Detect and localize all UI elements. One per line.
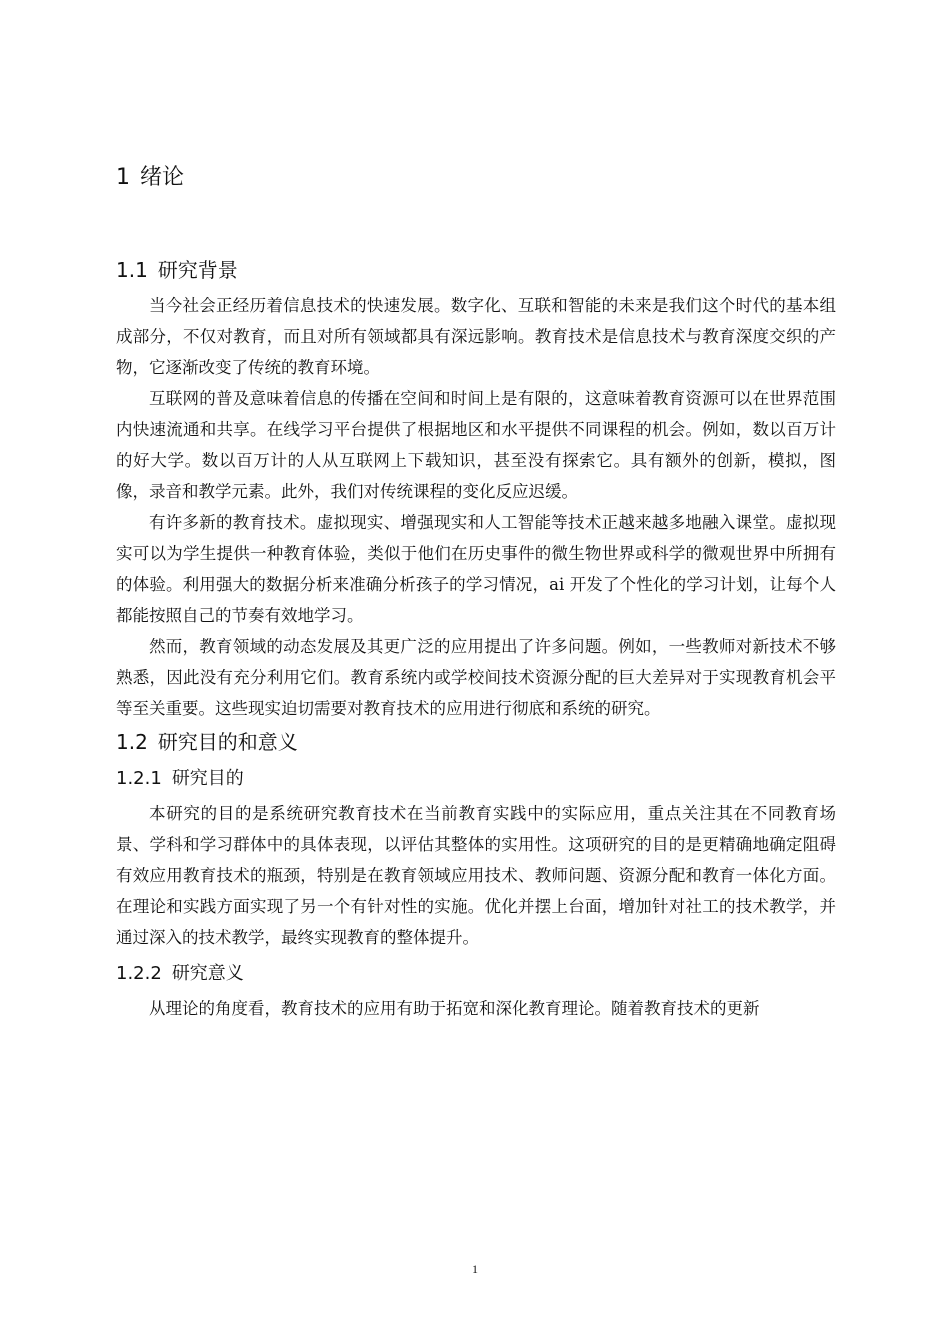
- subsection-heading-1-2-2: [116, 959, 836, 989]
- section-number: 1.2: [116, 730, 148, 754]
- paragraph: 本研究的目的是系统研究教育技术在当前教育实践中的实际应用，重点关注其在不同教育场景、学科和学习群体中的具体表现，以评估其整体的实用性。这项研究的目的是更精确地确定阻碍有效应用教育技术的瓶颈，特别是在教育领域应用技术、教师问题、资源分配和教育一体化方面。在理论和实践方面实现了另一个有针对性的实施。优化并摆上台面，增加针对社工的技术教学，并通过深入的技术教学，最终实现教育的整体提升。: [116, 804, 836, 947]
- chapter-number: 1: [116, 165, 130, 190]
- chapter-title: 绪论: [140, 165, 185, 190]
- page-number: 1: [472, 1262, 478, 1276]
- subsection-number: 1.2.2: [116, 963, 162, 984]
- section-title: 研究背景: [157, 258, 238, 282]
- chapter-heading: [116, 160, 836, 196]
- section-number: 1.1: [116, 258, 148, 282]
- section-heading-1-2: [116, 726, 836, 758]
- paragraph: 当今社会正经历着信息技术的快速发展。数字化、互联和智能的未来是我们这个时代的基本组成部分，不仅对教育，而且对所有领域都具有深远影响。教育技术是信息技术与教育深度交织的产物，它逐渐改变了传统的教育环境。: [116, 296, 836, 377]
- section-title: 研究目的和意义: [157, 730, 298, 754]
- page-content: [116, 160, 836, 1024]
- paragraph: 有许多新的教育技术。虚拟现实、增强现实和人工智能等技术正越来越多地融入课堂。虚拟现实可以为学生提供一种教育体验，类似于他们在历史事件的微生物世界或科学的微观世界中所拥有的体验。利用强大的数据分析来准确分析孩子的学习情况，ai 开发了个性化的学习计划，让每个人都能按照自己的节奏有效地学习。: [116, 513, 836, 625]
- section-heading-1-1: [116, 254, 836, 286]
- subsection-heading-1-2-1: [116, 764, 836, 794]
- subsection-title: 研究意义: [171, 963, 244, 984]
- paragraph: 然而，教育领域的动态发展及其更广泛的应用提出了许多问题。例如，一些教师对新技术不够熟悉，因此没有充分利用它们。教育系统内或学校间技术资源分配的巨大差异对于实现教育机会平等至关重要。这些现实迫切需要对教育技术的应用进行彻底和系统的研究。: [116, 637, 836, 718]
- paragraph: 互联网的普及意味着信息的传播在空间和时间上是有限的，这意味着教育资源可以在世界范围内快速流通和共享。在线学习平台提供了根据地区和水平提供不同课程的机会。例如，数以百万计的好大学。数以百万计的人从互联网上下载知识，甚至没有探索它。具有额外的创新，模拟，图像，录音和教学元素。此外，我们对传统课程的变化反应迟缓。: [116, 389, 836, 501]
- subsection-title: 研究目的: [171, 768, 244, 789]
- paragraph: 从理论的角度看，教育技术的应用有助于拓宽和深化教育理论。随着教育技术的更新: [149, 999, 760, 1018]
- subsection-number: 1.2.1: [116, 768, 162, 789]
